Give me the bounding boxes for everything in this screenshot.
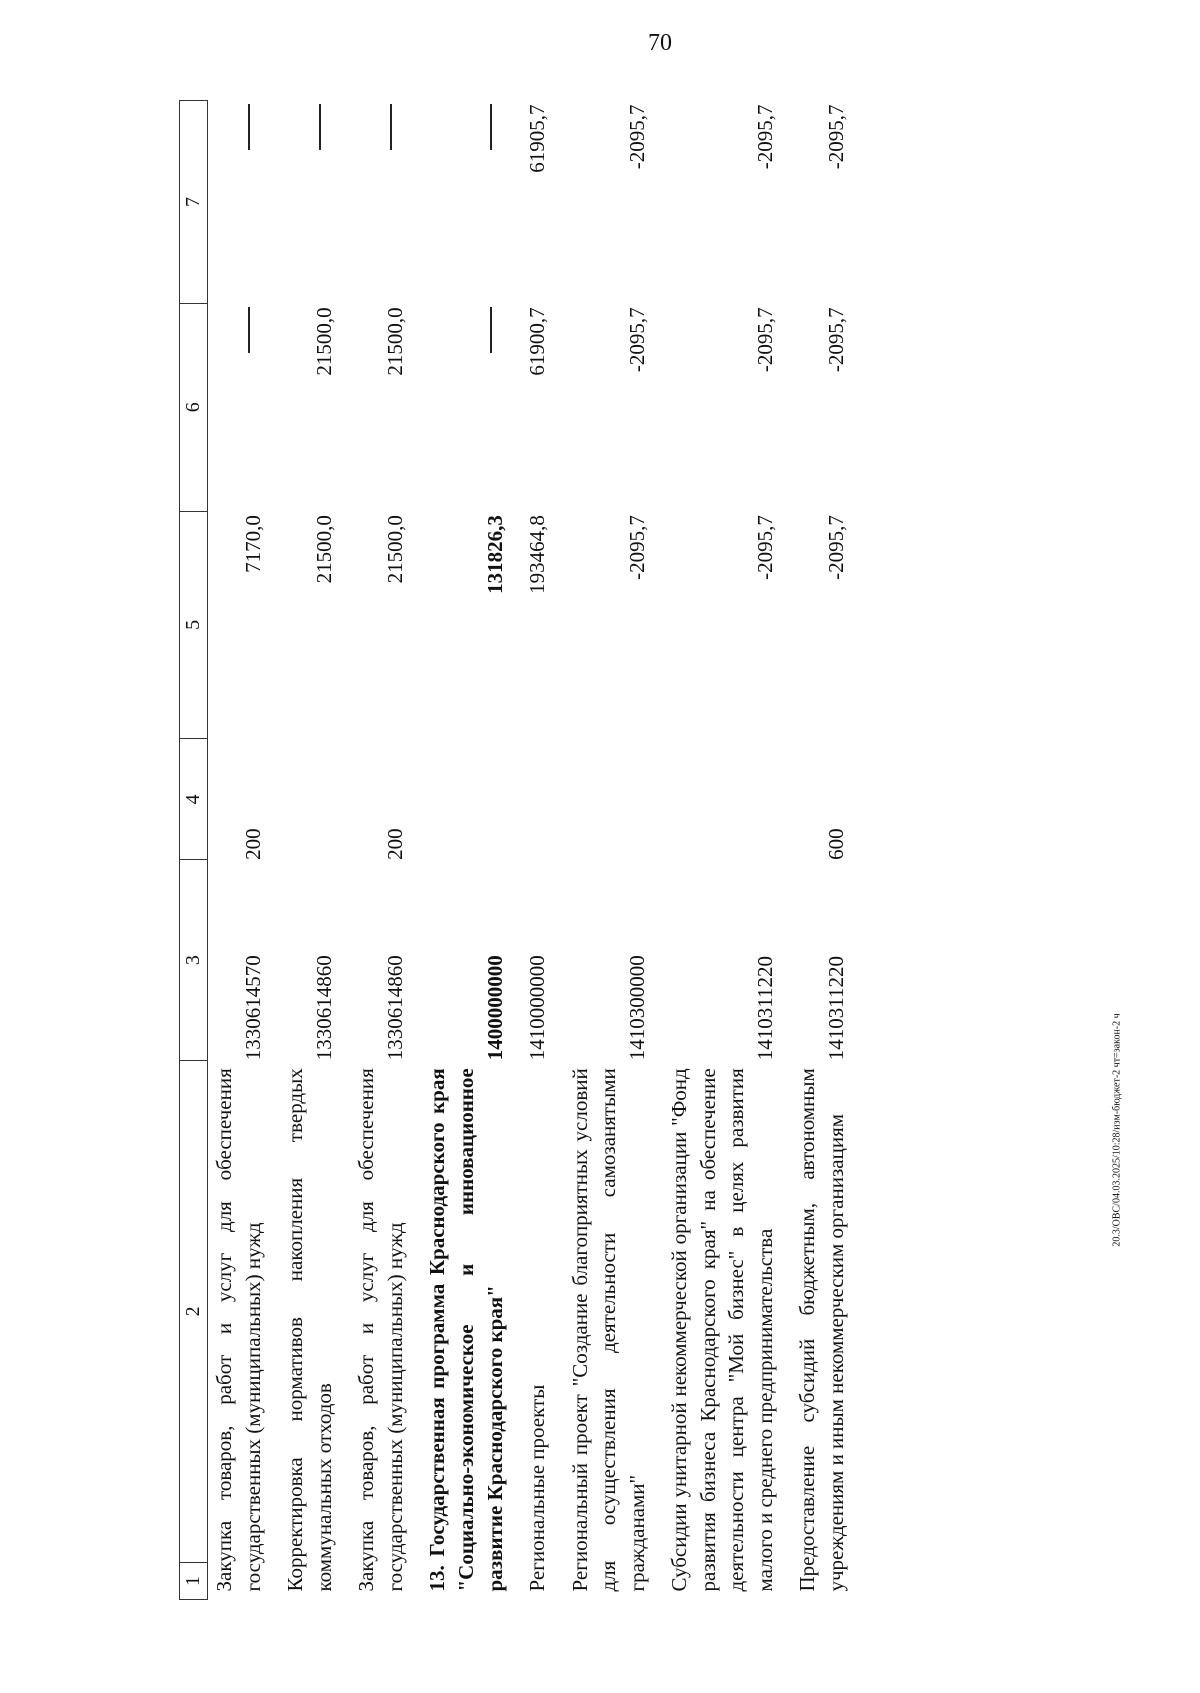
header-col-2: 2 [182, 1306, 204, 1317]
row-csr-code-cell: 1410000000 [525, 955, 550, 1061]
header-col-7: 7 [180, 101, 208, 304]
table-row [421, 101, 509, 1600]
row-spacer [779, 101, 791, 1600]
row-spacer [338, 101, 350, 1600]
table-row [791, 101, 850, 1600]
table-header-row [180, 101, 208, 1600]
row-value-col6-cell: -2095,7 [824, 307, 849, 373]
row-value-col6-cell: -2095,7 [752, 307, 777, 373]
row-spacer [267, 101, 279, 1600]
table-row [208, 101, 268, 1600]
header-col-4: 4 [180, 739, 208, 860]
row-spacer [509, 101, 521, 1600]
row-name-cell: Региональный проект "Создание благоприятных условий для осуществления деятельности самозанятыми гражданами" [567, 1068, 649, 1592]
row-value-col7-cell: -2095,7 [752, 104, 777, 170]
row-value-col7-cell: -2095,7 [624, 104, 649, 170]
row-value-col5-cell: -2095,7 [624, 515, 649, 580]
row-value-col7-cell [208, 101, 268, 304]
row-name-cell: Предоставление субсидий бюджетным, автономным учреждениям и иным некоммерческим организациям [795, 1068, 849, 1592]
row-name-cell: Субсидии унитарной некоммерческой организации "Фонд развития бизнеса Краснодарского края" на обеспечение деятельности центра "Мой бизнес" в целях развития малого и среднего предпринимательства [667, 1068, 777, 1592]
row-value-col7-cell: 61905,7 [525, 104, 550, 173]
row-value-col6-cell: -2095,7 [624, 307, 649, 373]
table-row [350, 101, 409, 1600]
row-value-col5-cell: 21500,0 [382, 515, 407, 584]
document-footer-code: 20.3/ОВС/04.03.2025/10:28/изм-бюджет-2 чт=закон-2 ч [1111, 1013, 1123, 1247]
row-value-col5-cell: 131826,3 [482, 515, 507, 594]
budget-table [179, 100, 851, 1600]
row-vr-code-cell [564, 739, 652, 860]
row-vr-code-cell [663, 739, 779, 860]
header-col-1 [180, 1060, 208, 1599]
row-value-col5-cell: -2095,7 [752, 515, 777, 580]
rotated-table-container [179, 100, 1089, 1600]
table-row [564, 101, 652, 1600]
header-col-1: 1 [180, 1562, 207, 1599]
row-vr-code-cell: 600 [824, 828, 849, 860]
row-csr-code-cell: 1410311220 [824, 956, 849, 1061]
row-csr-code-cell: 1400000000 [482, 955, 507, 1061]
row-csr-code-cell: 1330614860 [311, 955, 336, 1061]
table-row [279, 101, 338, 1600]
table-row [663, 101, 779, 1600]
header-col-3: 3 [180, 860, 208, 1060]
table-row [521, 101, 552, 1600]
row-value-col5-cell: 193464,8 [525, 515, 550, 594]
row-spacer [651, 101, 663, 1600]
row-name-cell: Региональные проекты [525, 1384, 550, 1592]
budget-table-area [179, 100, 1089, 1600]
row-vr-code-cell [279, 739, 338, 860]
row-value-col7-cell: -2095,7 [824, 104, 849, 170]
row-csr-code-cell: 1410300000 [624, 955, 649, 1061]
row-csr-code-cell: 1410311220 [752, 956, 777, 1061]
row-spacer [409, 101, 421, 1600]
row-vr-code-cell [521, 739, 552, 860]
row-csr-code-cell: 1330614860 [382, 955, 407, 1061]
table-body [208, 101, 851, 1600]
header-col-6: 6 [180, 303, 208, 511]
row-csr-code-cell: 1330614570 [240, 955, 265, 1061]
row-value-col7-cell [350, 101, 409, 304]
page-number: 70 [648, 30, 672, 56]
row-spacer [552, 101, 564, 1600]
row-value-col6-cell [208, 303, 268, 511]
row-value-col7-cell [421, 101, 509, 304]
row-vr-code-cell [421, 739, 509, 860]
row-value-col5-cell: -2095,7 [824, 515, 849, 580]
row-name-cell: 13. Государственная программа Краснодарского края "Социально-экономическое и инновационное развитие Краснодарского края" [425, 1068, 507, 1592]
row-value-col7-cell [279, 101, 338, 304]
row-name-cell: Закупка товаров, работ и услуг для обеспечения государственных (муниципальных) нужд [212, 1068, 265, 1592]
row-value-col5-cell: 7170,0 [240, 515, 265, 573]
row-value-col5-cell: 21500,0 [311, 515, 336, 584]
row-value-col6-cell: 21500,0 [382, 307, 407, 376]
row-name-cell: Корректировка нормативов накопления твердых коммунальных отходов [283, 1068, 336, 1592]
row-value-col6-cell [421, 303, 509, 511]
header-col-5: 5 [180, 511, 208, 739]
row-value-col6-cell: 21500,0 [311, 307, 336, 376]
row-name-cell: Закупка товаров, работ и услуг для обеспечения государственных (муниципальных) нужд [354, 1068, 407, 1592]
row-vr-code-cell: 200 [240, 828, 265, 860]
row-value-col6-cell: 61900,7 [525, 307, 550, 376]
row-vr-code-cell: 200 [382, 828, 407, 860]
